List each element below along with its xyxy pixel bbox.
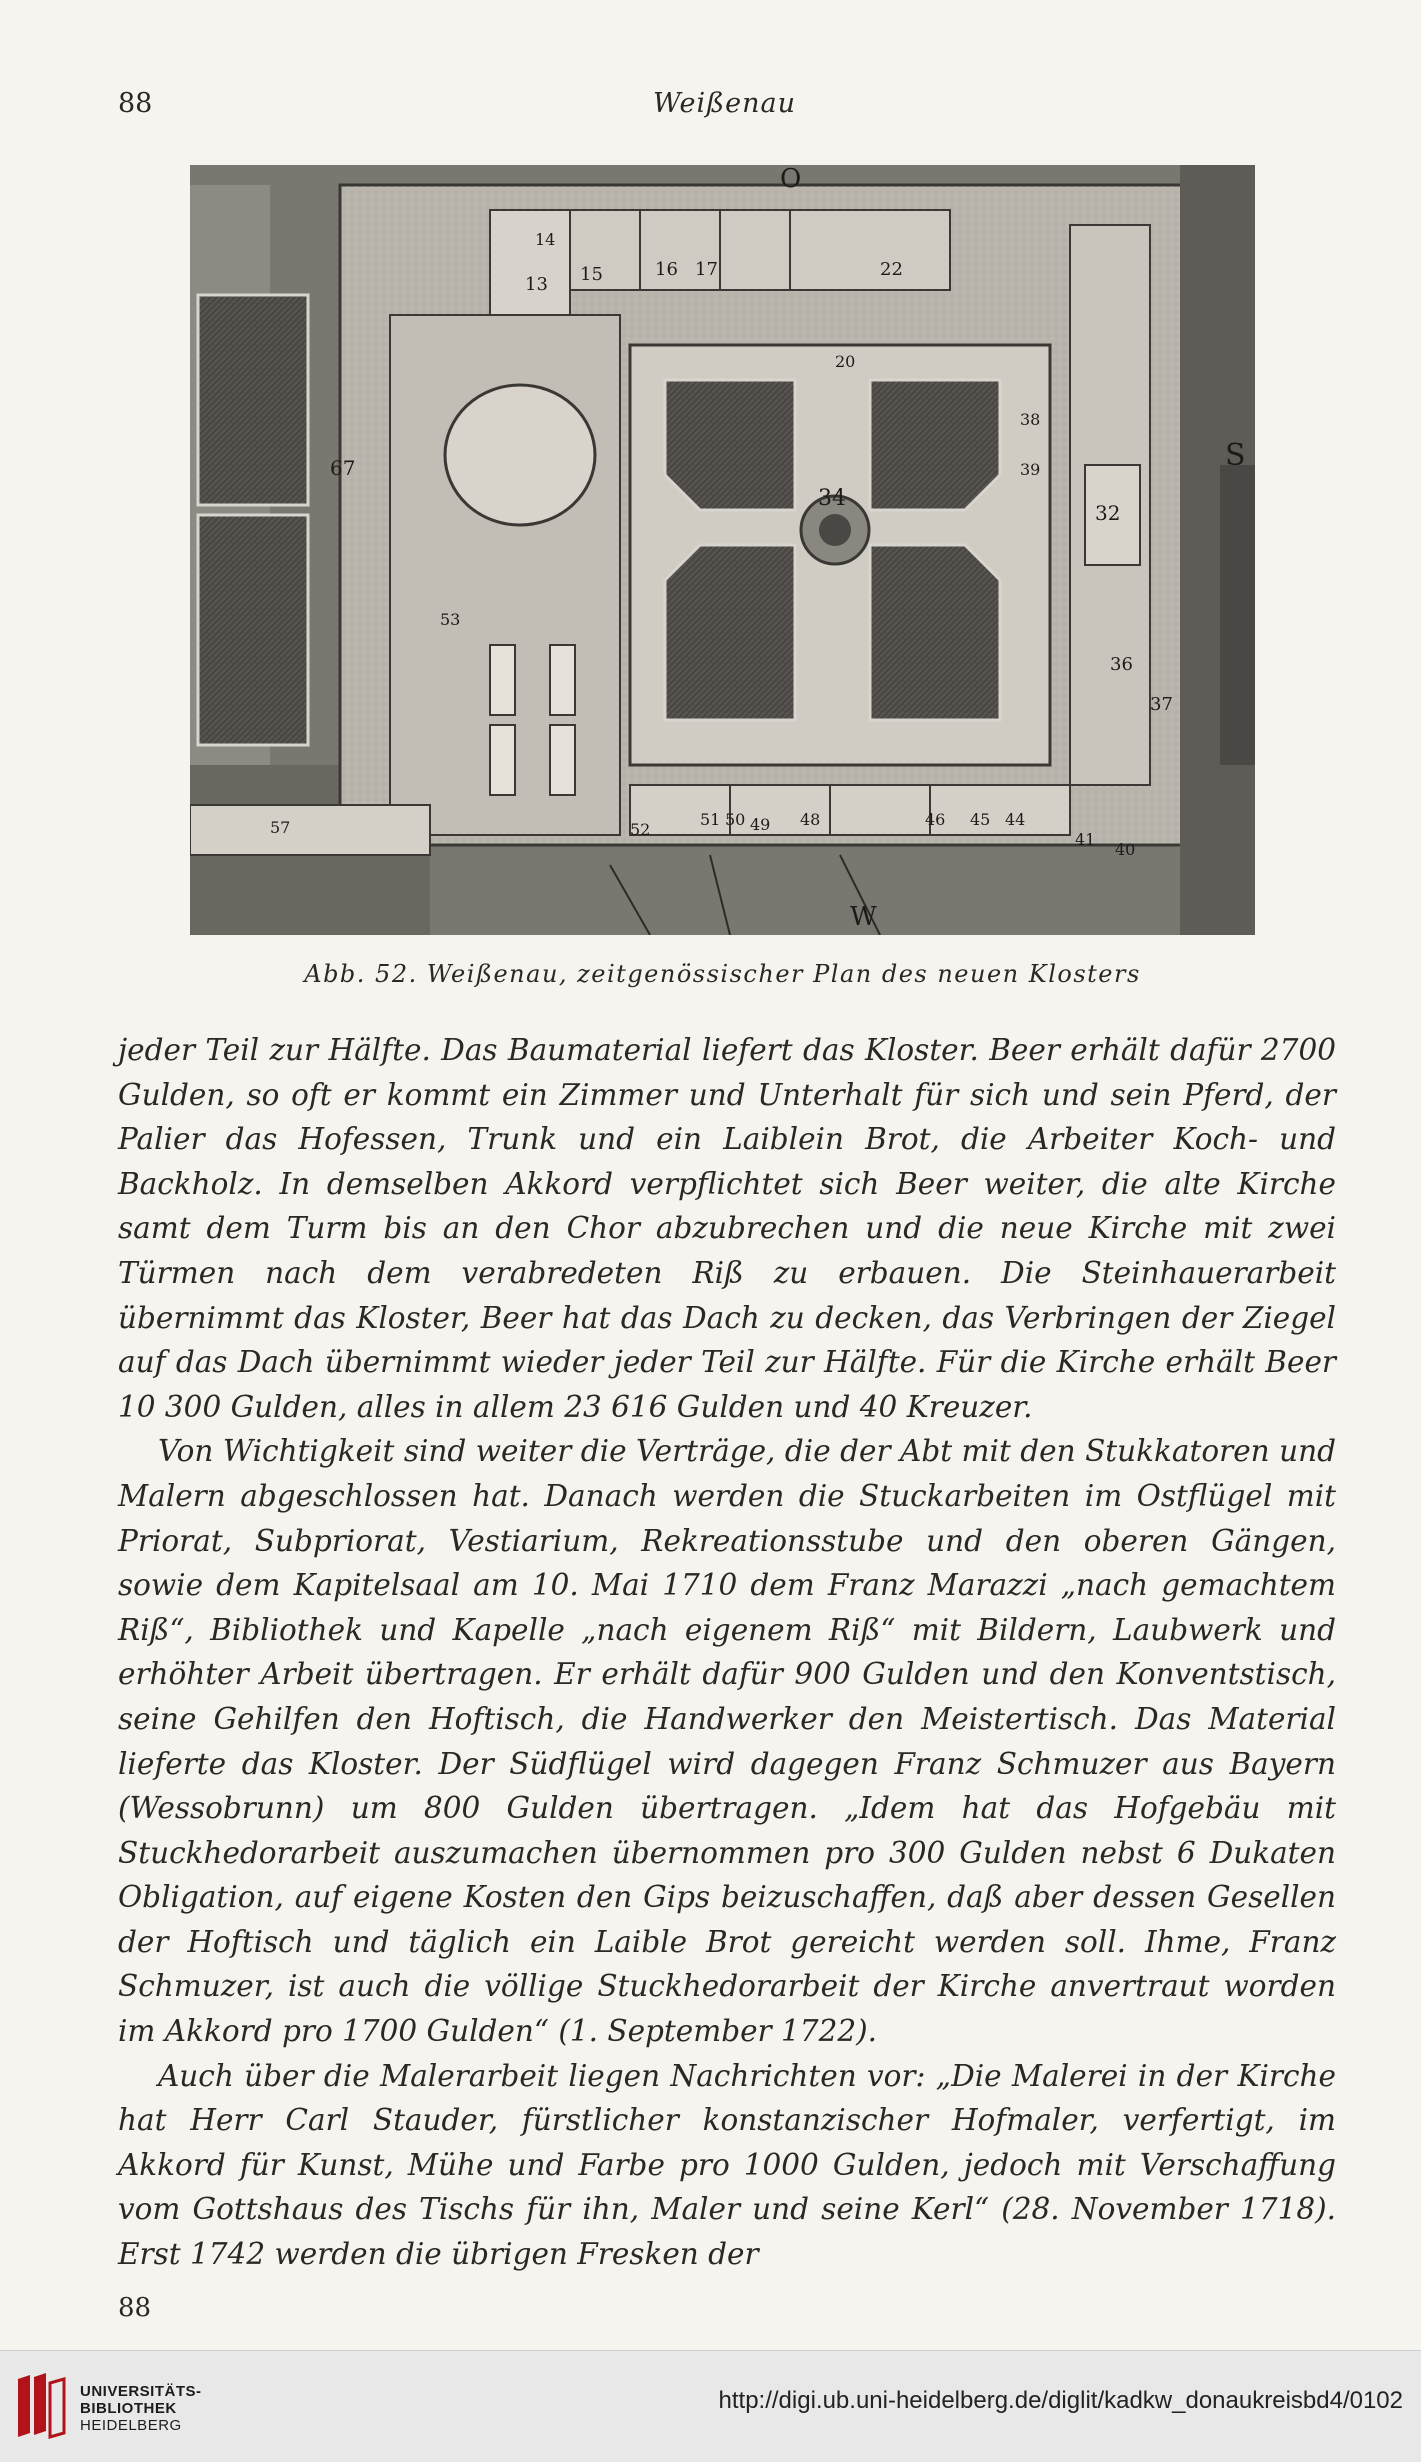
- plan-label: 50: [725, 810, 746, 829]
- plan-label: 15: [580, 264, 603, 285]
- figure-caption: Abb. 52. Weißenau, zeitgenössischer Plan des neuen Klosters: [304, 960, 1141, 988]
- plan-label: 49: [750, 815, 771, 834]
- page-header: [118, 88, 1331, 128]
- footer-page-number: 88: [118, 2293, 152, 2323]
- plan-label: 13: [525, 274, 548, 295]
- monastery-plan-drawing: [190, 165, 1255, 935]
- plan-label: 67: [330, 456, 356, 480]
- digitization-banner: [0, 2350, 1421, 2462]
- plan-label: O: [780, 165, 802, 194]
- body-text: [118, 1028, 1336, 2277]
- plan-label: 51: [700, 810, 721, 829]
- plan-label: 34: [818, 486, 846, 511]
- monastery-plan-figure: [190, 165, 1255, 935]
- plan-label: 52: [630, 820, 651, 839]
- library-name-line: BIBLIOTHEK: [80, 2400, 177, 2417]
- plan-label: 48: [800, 810, 821, 829]
- plan-label: 53: [440, 610, 461, 629]
- plan-label: 17: [695, 259, 718, 280]
- library-name-line: UNIVERSITÄTS-: [80, 2383, 202, 2400]
- header-page-number: 88: [118, 88, 153, 119]
- plan-label: 38: [1020, 410, 1041, 429]
- plan-label: 37: [1150, 694, 1173, 715]
- plan-label: S: [1225, 438, 1246, 473]
- plan-label: W: [850, 902, 877, 932]
- plan-label: 41: [1075, 830, 1096, 849]
- plan-label: 44: [1005, 810, 1026, 829]
- plan-label: 32: [1095, 501, 1121, 525]
- paragraph: jeder Teil zur Hälfte. Das Baumaterial liefert das Kloster. Beer erhält dafür 2700 Gulden, so oft er kommt ein Zimmer und Unterhalt für sich und sein Pferd, der Palier das Hofessen, Trunk und ein Laiblein Brot, die Arbeiter Koch- und Backholz. In demselben Akkord verpflichtet sich Beer weiter, die alte Kirche samt dem Turm bis an den Chor abzubrechen und die neue Kirche mit zwei Türmen nach dem verabredeten Riß zu erbauen. Die Steinhauerarbeit übernimmt das Kloster, Beer hat das Dach zu decken, das Verbringen der Ziegel auf das Dach übernimmt wieder jeder Teil zur Hälfte. Für die Kirche erhält Beer 10 300 Gulden, alles in allem 23 616 Gulden und 40 Kreuzer.: [118, 1033, 1336, 1424]
- permalink-url[interactable]: http://digi.ub.uni-heidelberg.de/diglit/kadkw_donaukreisbd4/0102: [718, 2387, 1403, 2414]
- plan-label: 14: [535, 230, 556, 249]
- plan-label: 22: [880, 259, 903, 280]
- paragraph: Auch über die Malerarbeit liegen Nachrichten vor: „Die Malerei in der Kirche hat Herr Carl Stauder, fürstlicher konstanzischer Hofmaler, verfertigt, im Akkord für Kunst, Mühe und Farbe pro 1000 Gulden, jedoch mit Verschaffung vom Gottshaus des Tischs für ihn, Maler und seine Kerl“ (28. November 1718). Erst 1742 werden die übrigen Fresken der: [118, 2058, 1336, 2272]
- plan-label: 40: [1115, 840, 1136, 859]
- running-title: Weißenau: [652, 88, 797, 119]
- plan-label: 45: [970, 810, 991, 829]
- plan-label: 39: [1020, 460, 1041, 479]
- plan-label: 16: [655, 259, 678, 280]
- plan-label: 36: [1110, 654, 1133, 675]
- library-name: [80, 2383, 202, 2434]
- plan-label: 20: [835, 352, 856, 371]
- paragraph: Von Wichtigkeit sind weiter die Verträge, die der Abt mit den Stukkatoren und Malern abgeschlossen hat. Danach werden die Stuckarbeiten im Ostflügel mit Priorat, Subpriorat, Vestiarium, Rekreationsstube und den oberen Gängen, sowie dem Kapitelsaal am 10. Mai 1710 dem Franz Marazzi „nach gemachtem Riß“, Bibliothek und Kapelle „nach eigenem Riß“ mit Bildern, Laubwerk und erhöhter Arbeit übertragen. Er erhält dafür 900 Gulden und den Konventstisch, seine Gehilfen den Hoftisch, die Handwerker den Meistertisch. Das Material lieferte das Kloster. Der Südflügel wird dagegen Franz Schmuzer aus Bayern (Wessobrunn) um 800 Gulden übertragen. „Idem hat das Hofgebäu mit Stuckhedorarbeit auszumachen übernommen pro 300 Gulden nebst 6 Dukaten Obligation, auf eigene Kosten den Gips beizuschaffen, daß aber dessen Gesellen der Hoftisch und täglich ein Laible Brot gereicht werden soll. Ihme, Franz Schmuzer, ist auch die völlige Stuckhedorarbeit der Kirche anvertraut worden im Akkord pro 1700 Gulden“ (1. September 1722).: [118, 1434, 1336, 2049]
- university-library-logo: [14, 2373, 68, 2439]
- plan-label: 57: [270, 818, 291, 837]
- library-name-line: HEIDELBERG: [80, 2417, 182, 2434]
- plan-label: 46: [925, 810, 946, 829]
